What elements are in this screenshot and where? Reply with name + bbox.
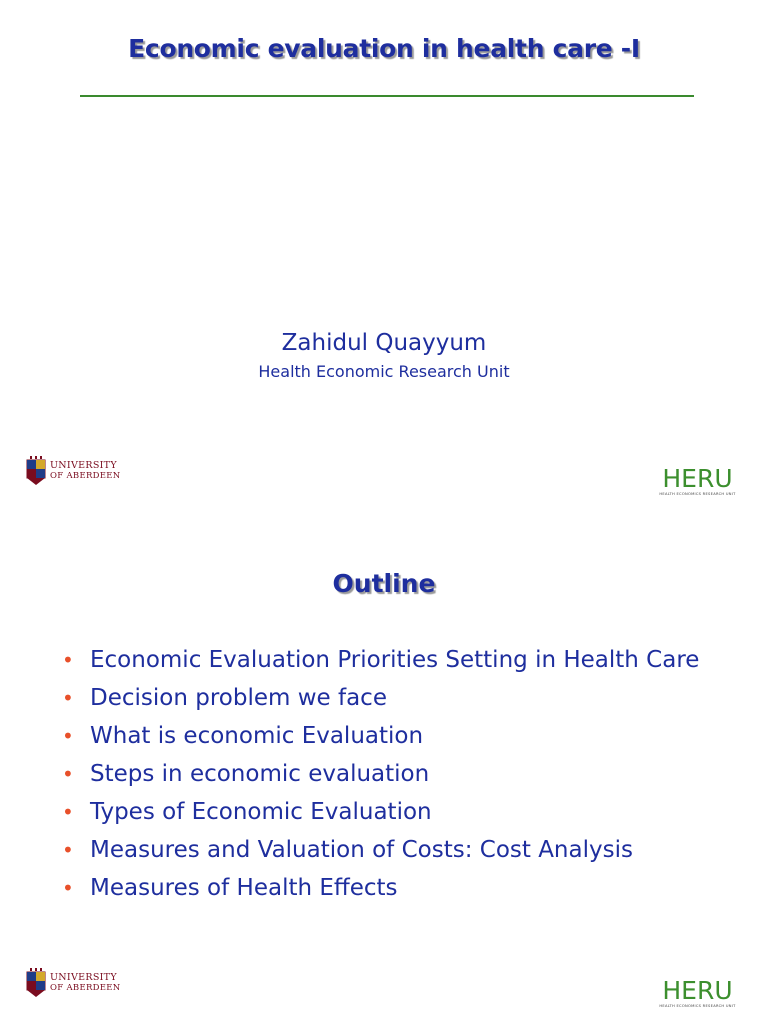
heru-mark: HERU xyxy=(662,464,733,493)
bullet-icon: • xyxy=(62,724,74,748)
university-line2: OF ABERDEEN xyxy=(50,471,121,481)
title-divider xyxy=(80,95,694,97)
list-item: • Steps in economic evaluation xyxy=(62,759,722,790)
list-item: • What is economic Evaluation xyxy=(62,721,722,752)
list-item: • Economic Evaluation Priorities Setting in Health Care xyxy=(62,645,722,676)
outline-slide xyxy=(0,512,768,1024)
heru-logo xyxy=(650,466,745,496)
list-item: • Types of Economic Evaluation xyxy=(62,797,722,828)
crest-icon xyxy=(26,456,46,486)
heru-mark: HERU xyxy=(662,976,733,1005)
slide-title: Economic evaluation in health care -I xyxy=(128,34,640,63)
bullet-icon: • xyxy=(62,800,74,824)
author-name: Zahidul Quayyum xyxy=(281,330,487,356)
list-item: • Decision problem we face xyxy=(62,683,722,714)
list-item: • Measures of Health Effects xyxy=(62,873,722,904)
bullet-icon: • xyxy=(62,762,74,786)
list-item: • Measures and Valuation of Costs: Cost Analysis xyxy=(62,835,722,866)
university-line1: UNIVERSITY xyxy=(50,460,117,471)
heru-logo xyxy=(650,978,745,1008)
university-line2: OF ABERDEEN xyxy=(50,983,121,993)
bullet-icon: • xyxy=(62,648,74,672)
crest-icon xyxy=(26,968,46,998)
outline-list xyxy=(62,645,722,911)
university-logo xyxy=(26,968,121,998)
bullet-icon: • xyxy=(62,838,74,862)
bullet-icon: • xyxy=(62,876,74,900)
affiliation: Health Economic Research Unit xyxy=(258,362,510,381)
slide-title: Outline xyxy=(332,569,436,598)
university-line1: UNIVERSITY xyxy=(50,972,117,983)
heru-subtitle: HEALTH ECONOMICS RESEARCH UNIT xyxy=(659,492,736,496)
university-logo xyxy=(26,456,121,486)
bullet-icon: • xyxy=(62,686,74,710)
heru-subtitle: HEALTH ECONOMICS RESEARCH UNIT xyxy=(659,1004,736,1008)
